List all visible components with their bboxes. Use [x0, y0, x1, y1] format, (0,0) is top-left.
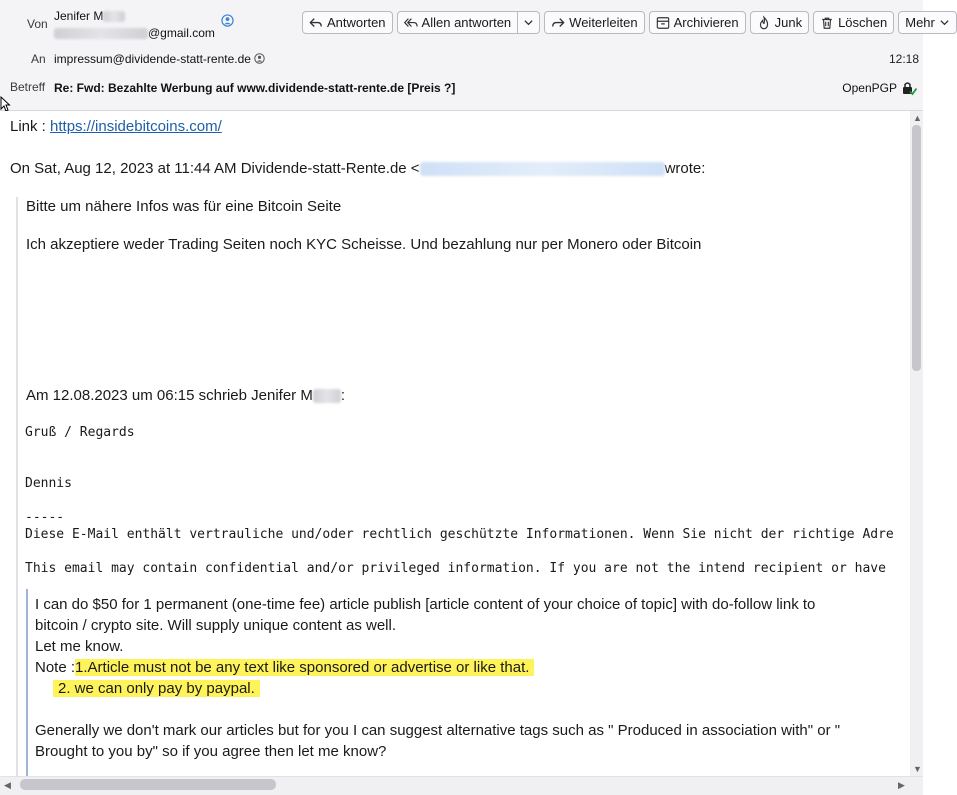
openpgp-status[interactable]: OpenPGP [842, 80, 917, 96]
message-body [0, 111, 910, 776]
redacted-blur [313, 389, 341, 403]
note-line [53, 680, 260, 697]
chevron-down-icon [939, 17, 950, 28]
trash-icon [820, 16, 834, 30]
signature-separator: ----- [25, 510, 65, 525]
horizontal-scroll-thumb[interactable] [20, 779, 276, 790]
note-line: Note :1.Article must not be any text like sponsored or advertise or like that. [35, 659, 534, 676]
vertical-scroll-thumb[interactable] [912, 125, 921, 371]
general-text: Generally we don't mark our articles but for you I can suggest alternative tags such as " Produced in association with" or " [35, 722, 841, 739]
reply-all-button[interactable]: Allen antworten [397, 11, 519, 34]
to-recipient[interactable]: impressum@dividende-statt-rente.de [54, 52, 265, 66]
reply-icon [309, 16, 323, 30]
reply-all-icon [404, 16, 418, 30]
lock-check-icon [901, 80, 917, 96]
more-button[interactable]: Mehr [898, 11, 957, 34]
scroll-down-icon[interactable]: ▼ [913, 764, 922, 774]
scroll-right-icon[interactable]: ▶ [898, 780, 905, 790]
forward-button[interactable]: Weiterleiten [544, 11, 644, 34]
from-name[interactable]: Jenifer M [54, 9, 125, 23]
general-text: Brought to you by" so if you agree then let me know? [35, 743, 387, 760]
disclaimer-english: This email may contain confidential and/or privileged information. If you are not the intend recipient or have [25, 561, 886, 576]
delete-button[interactable]: Löschen [813, 11, 894, 34]
message-time: 12:18 [888, 52, 919, 66]
subject-value: Re: Fwd: Bezahlte Werbung auf www.dividende-statt-rente.de [Preis ?] [54, 81, 456, 95]
offer-text: bitcoin / crypto site. Will supply unique content as well. [35, 617, 397, 634]
reply-intro: On Sat, Aug 12, 2023 at 11:44 AM Dividende-statt-Rente.de < wrote: [10, 160, 706, 177]
message-toolbar [302, 11, 957, 36]
redacted-blur [103, 11, 125, 22]
highlighted-note: 2. we can only pay by paypal. [53, 680, 260, 697]
archive-icon [656, 16, 670, 30]
offer-text: Let me know. [35, 638, 124, 655]
message-header [0, 0, 935, 111]
to-label: An [31, 52, 46, 66]
quote-text: Ich akzeptiere weder Trading Seiten noch KYC Scheisse. Und bezahlung nur per Monero oder Bitcoin [26, 236, 702, 253]
scroll-left-icon[interactable]: ◀ [4, 780, 11, 790]
signature-name: Dennis [25, 476, 72, 491]
chevron-down-icon [523, 17, 534, 28]
redacted-blur [54, 28, 148, 39]
offer-text: I can do $50 for 1 permanent (one-time fee) article publish [article content of your choice of topic] with do-follow link to [35, 596, 816, 613]
scroll-up-icon[interactable]: ▲ [913, 113, 922, 123]
contact-icon [254, 53, 265, 64]
reply-all-split [397, 11, 541, 36]
reply-button[interactable]: Antworten [302, 11, 393, 34]
disclaimer-german: Diese E-Mail enthält vertrauliche und/oder rechtlich geschützte Informationen. Wenn Sie nicht der richtige Adre [25, 527, 894, 542]
quote-bar-outer [16, 197, 18, 777]
redacted-email-blur [420, 162, 665, 176]
quote-text: Bitte um nähere Infos was für eine Bitcoin Seite [26, 198, 342, 215]
contact-icon[interactable] [221, 14, 234, 27]
highlighted-note: 1.Article must not be any text like sponsored or advertise or like that. [75, 659, 534, 676]
subject-label: Betreff [10, 80, 46, 94]
from-label: Von [27, 17, 48, 31]
mouse-pointer-icon [0, 96, 10, 112]
forward-icon [551, 16, 565, 30]
junk-button[interactable]: Junk [750, 11, 809, 34]
quote-bar-inner [26, 589, 28, 779]
from-email[interactable]: @gmail.com [54, 26, 215, 40]
quote-intro: Am 12.08.2023 um 06:15 schrieb Jenifer M : [26, 387, 345, 404]
reply-all-dropdown[interactable] [518, 11, 540, 34]
greeting: Gruß / Regards [25, 425, 135, 440]
insidebitcoins-link[interactable]: https://insidebitcoins.com/ [50, 118, 222, 135]
archive-button[interactable]: Archivieren [649, 11, 746, 34]
link-line: Link : https://insidebitcoins.com/ [10, 118, 222, 135]
flame-icon [757, 16, 771, 30]
